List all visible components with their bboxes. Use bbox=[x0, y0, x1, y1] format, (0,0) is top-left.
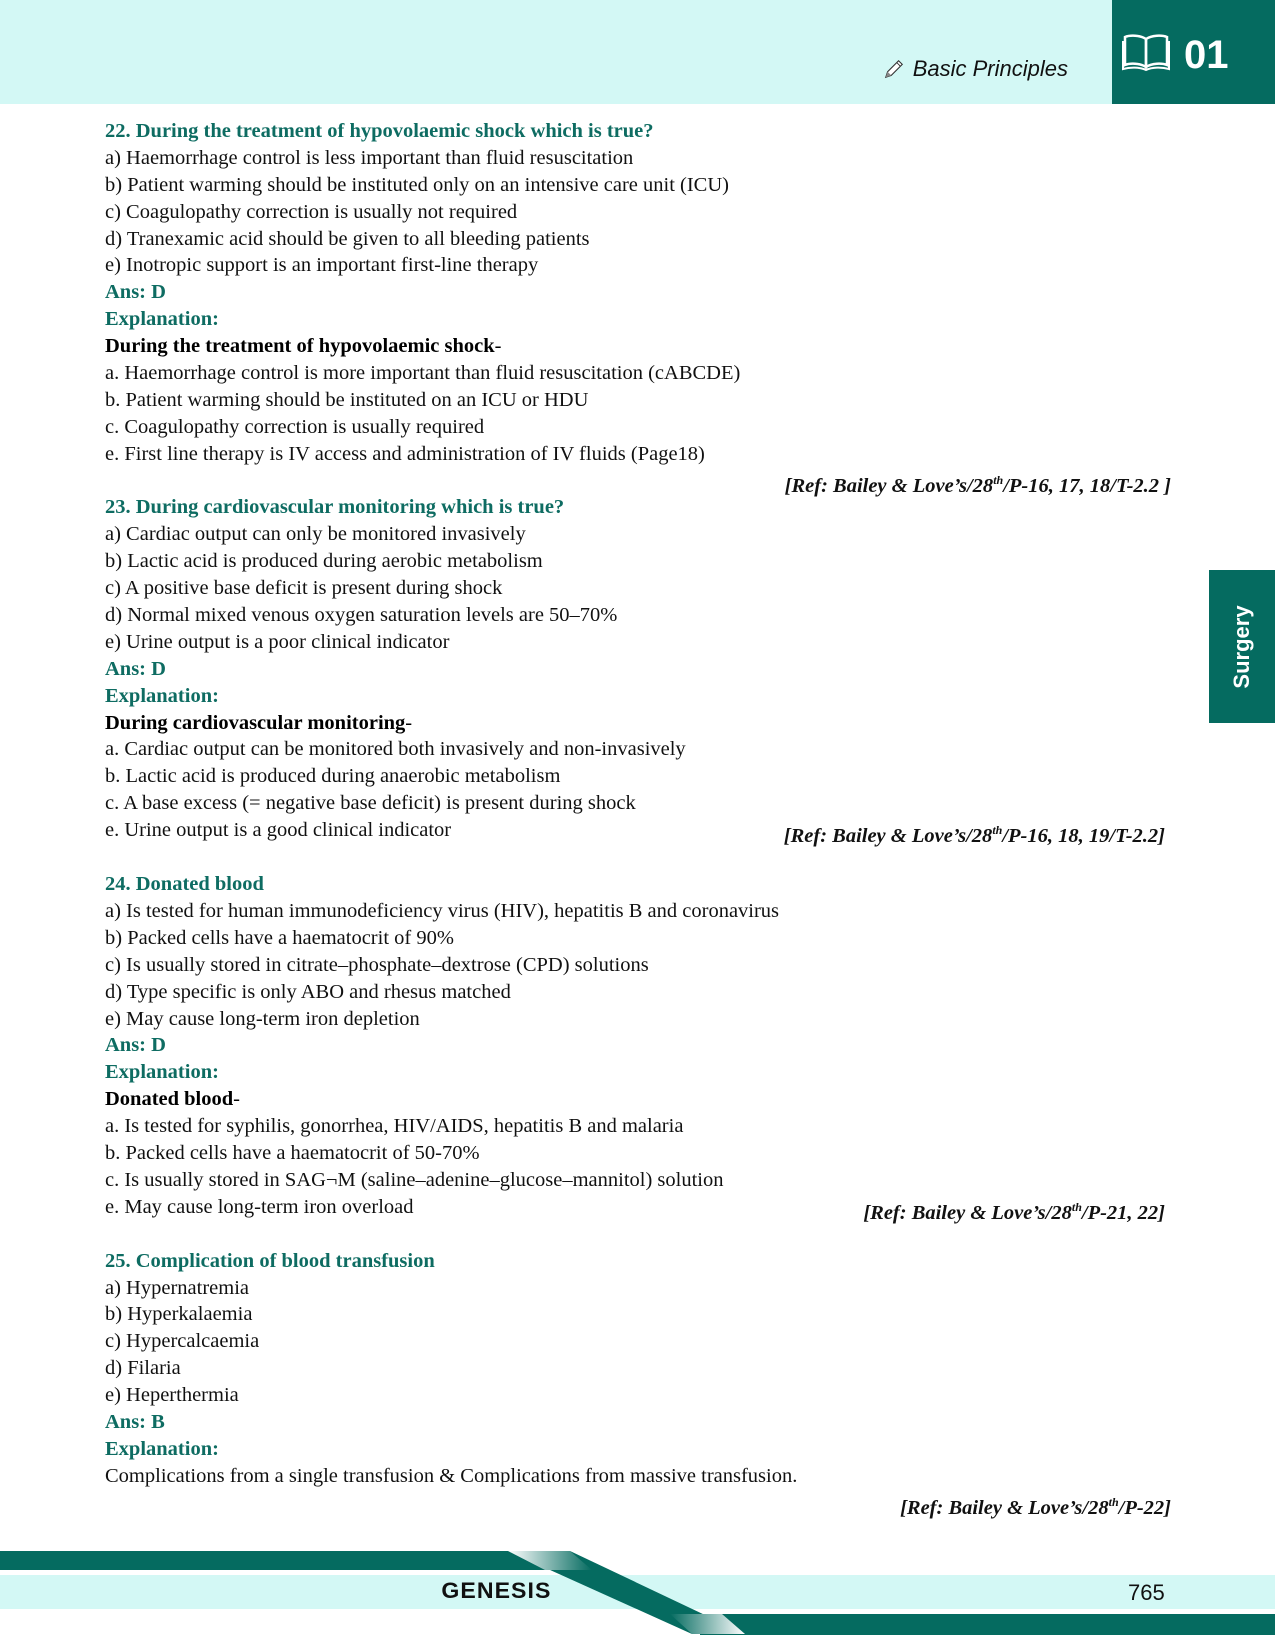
spacer bbox=[105, 1221, 1175, 1248]
answer: Ans: D bbox=[105, 657, 166, 680]
question-24 bbox=[105, 871, 1175, 1224]
ref-suffix: /P-16, 18, 19/T-2.2] bbox=[1002, 824, 1165, 847]
ref-sup: th bbox=[992, 823, 1003, 838]
ref-sup: th bbox=[1108, 1495, 1119, 1510]
spacer bbox=[105, 844, 1175, 871]
book-icon bbox=[1122, 33, 1170, 71]
explanation-heading-text: During cardiovascular monitoring bbox=[105, 711, 406, 734]
reference bbox=[863, 1194, 1165, 1224]
page-content bbox=[105, 118, 1175, 1520]
page-number: 765 bbox=[1128, 1580, 1165, 1605]
option: c) Coagulopathy correction is usually not required bbox=[105, 200, 518, 223]
explanation-label: Explanation: bbox=[105, 1437, 219, 1460]
explanation-heading-text: During the treatment of hypovolaemic shock bbox=[105, 335, 495, 358]
heading-dash: - bbox=[405, 711, 413, 734]
chapter-badge bbox=[1112, 0, 1275, 104]
question-title: 22. During the treatment of hypovolaemic shock which is true? bbox=[105, 120, 654, 142]
option: c) Is usually stored in citrate–phosphate–dextrose (CPD) solutions bbox=[105, 953, 649, 976]
question-22 bbox=[105, 118, 1175, 498]
explanation-point: c. Is usually stored in SAG¬M (saline–adenine–glucose–mannitol) solution bbox=[105, 1168, 724, 1191]
explanation-point: e. Urine output is a good clinical indicator bbox=[105, 819, 452, 842]
explanation-point: b. Lactic acid is produced during anaerobic metabolism bbox=[105, 765, 561, 788]
explanation-point-with-ref bbox=[105, 817, 1175, 847]
header-band bbox=[0, 0, 1275, 104]
option: d) Filaria bbox=[105, 1357, 181, 1380]
ref-sup: th bbox=[993, 473, 1004, 488]
option: e) May cause long-term iron depletion bbox=[105, 1007, 420, 1030]
section-title-text: Basic Principles bbox=[912, 56, 1068, 81]
pencil-icon bbox=[883, 58, 905, 80]
question-title: 23. During cardiovascular monitoring which is true? bbox=[105, 496, 565, 519]
ref-prefix: [Ref: Bailey & Love’s/28 bbox=[900, 1497, 1109, 1520]
option: e) Urine output is a poor clinical indicator bbox=[105, 630, 450, 653]
ref-prefix: [Ref: Bailey & Love’s/28 bbox=[783, 824, 993, 847]
option: e) Inotropic support is an important first-line therapy bbox=[105, 254, 539, 277]
option: b) Hyperkalaemia bbox=[105, 1303, 253, 1326]
heading-dash: - bbox=[233, 1088, 240, 1111]
side-tab-label: Surgery bbox=[1229, 604, 1254, 689]
section-title bbox=[883, 56, 1068, 82]
explanation-text: Complications from a single transfusion & Complications from massive transfusion. bbox=[105, 1464, 798, 1487]
ref-suffix: /P-21, 22] bbox=[1081, 1201, 1165, 1224]
heading-dash: - bbox=[494, 335, 502, 358]
ref-sup: th bbox=[1071, 1199, 1082, 1214]
option: b) Lactic acid is produced during aerobic metabolism bbox=[105, 550, 543, 573]
reference-line bbox=[105, 468, 1175, 498]
explanation-label: Explanation: bbox=[105, 1061, 219, 1084]
answer: Ans: D bbox=[105, 1034, 166, 1057]
answer: Ans: D bbox=[105, 281, 166, 304]
chapter-number: 01 bbox=[1184, 32, 1229, 77]
reference-line bbox=[105, 1490, 1175, 1520]
reference bbox=[900, 1497, 1171, 1519]
ref-suffix: /P-22] bbox=[1118, 1497, 1171, 1520]
question-title: 24. Donated blood bbox=[105, 873, 264, 896]
answer: Ans: B bbox=[105, 1410, 165, 1433]
option: a) Haemorrhage control is less important than fluid resuscitation bbox=[105, 146, 634, 169]
explanation-point: a. Haemorrhage control is more important than fluid resuscitation (cABCDE) bbox=[105, 362, 741, 385]
explanation-point: b. Packed cells have a haematocrit of 50-70% bbox=[105, 1141, 480, 1164]
explanation-point: b. Patient warming should be instituted on an ICU or HDU bbox=[105, 388, 589, 411]
reference bbox=[785, 475, 1171, 497]
option: b) Packed cells have a haematocrit of 90% bbox=[105, 926, 454, 949]
option: d) Normal mixed venous oxygen saturation levels are 50–70% bbox=[105, 604, 618, 627]
question-title: 25. Complication of blood transfusion bbox=[105, 1249, 435, 1272]
question-25 bbox=[105, 1248, 1175, 1520]
brand-logo: GENESIS bbox=[441, 1578, 552, 1603]
ref-suffix: /P-16, 17, 18/T-2.2 ] bbox=[1003, 475, 1171, 498]
explanation-point: c. Coagulopathy correction is usually required bbox=[105, 415, 485, 438]
option: a) Hypernatremia bbox=[105, 1276, 249, 1299]
explanation-point-with-ref bbox=[105, 1194, 1175, 1224]
option: e) Heperthermia bbox=[105, 1384, 239, 1407]
option: c) A positive base deficit is present during shock bbox=[105, 577, 503, 600]
ref-prefix: [Ref: Bailey & Love’s/28 bbox=[863, 1201, 1072, 1224]
explanation-point: a. Cardiac output can be monitored both invasively and non-invasively bbox=[105, 738, 686, 761]
question-23 bbox=[105, 494, 1175, 847]
explanation-label: Explanation: bbox=[105, 308, 219, 331]
reference bbox=[783, 817, 1165, 847]
ref-prefix: [Ref: Bailey & Love’s/28 bbox=[784, 475, 994, 498]
explanation-point: c. A base excess (= negative base deficit) is present during shock bbox=[105, 792, 636, 815]
footer-diagonal bbox=[0, 1530, 1275, 1650]
explanation-heading bbox=[105, 333, 1175, 360]
option: d) Tranexamic acid should be given to all bleeding patients bbox=[105, 227, 590, 250]
footer bbox=[0, 1530, 1275, 1650]
explanation-point: e. First line therapy is IV access and administration of IV fluids (Page18) bbox=[105, 442, 705, 465]
option: d) Type specific is only ABO and rhesus matched bbox=[105, 980, 511, 1003]
option: b) Patient warming should be instituted only on an intensive care unit (ICU) bbox=[105, 173, 729, 196]
option: a) Is tested for human immunodeficiency virus (HIV), hepatitis B and coronavirus bbox=[105, 899, 780, 922]
explanation-heading bbox=[105, 1086, 1175, 1113]
explanation-heading bbox=[105, 710, 1175, 737]
explanation-heading-text: Donated blood bbox=[105, 1088, 234, 1111]
explanation-label: Explanation: bbox=[105, 684, 219, 707]
option: c) Hypercalcaemia bbox=[105, 1330, 260, 1353]
side-tab-surgery bbox=[1209, 570, 1275, 723]
option: a) Cardiac output can only be monitored invasively bbox=[105, 523, 526, 546]
explanation-point: a. Is tested for syphilis, gonorrhea, HIV/AIDS, hepatitis B and malaria bbox=[105, 1115, 684, 1138]
explanation-point: e. May cause long-term iron overload bbox=[105, 1195, 414, 1218]
